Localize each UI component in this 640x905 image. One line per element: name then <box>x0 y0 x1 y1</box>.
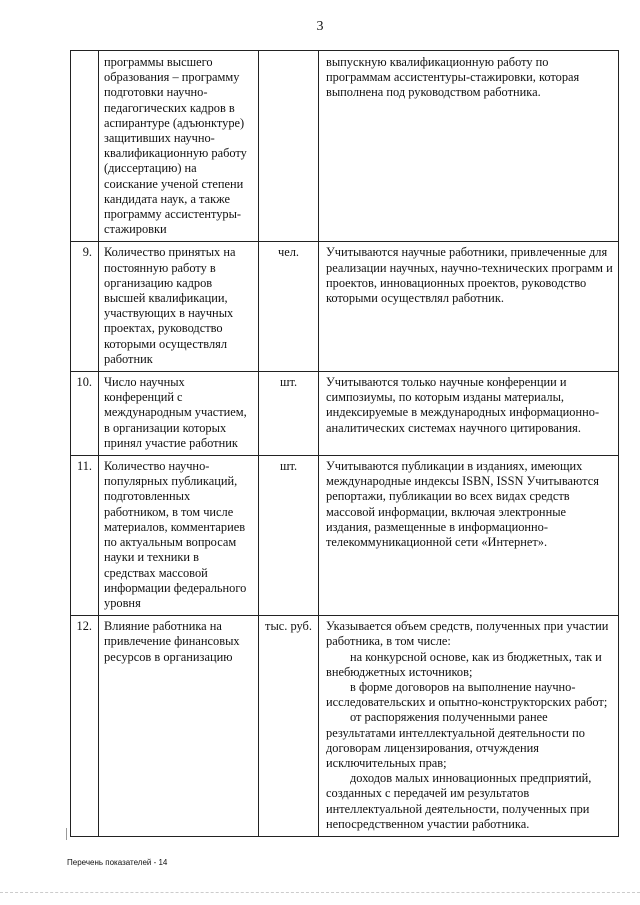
table-row <box>71 242 619 372</box>
row-number: 11. <box>71 456 99 616</box>
note-paragraph: Учитываются только научные конференции и симпозиумы, по которым изданы материалы, индексируемые в международных информационно-аналитических системах научного цитирования. <box>326 375 600 435</box>
note-paragraph: на конкурсной основе, как из бюджетных, так и внебюджетных источников; <box>326 649 602 679</box>
unit-cell: тыс. руб. <box>259 616 319 837</box>
note-paragraph: доходов малых инновационных предприятий, созданных с передачей им результатов интеллектуальной деятельности, полученных при непосредственном участии работника. <box>326 771 592 831</box>
table-row <box>71 372 619 456</box>
unit-cell: чел. <box>259 242 319 372</box>
note-paragraph: выпускную квалификационную работу по программам ассистентуры-стажировки, которая выполнена под руководством работника. <box>326 55 580 100</box>
table-row <box>71 456 619 616</box>
unit-cell: шт. <box>259 456 319 616</box>
note-paragraph: Указывается объем средств, полученных при участии работника, в том числе: <box>326 619 609 649</box>
footer-label: Перечень показателей - 14 <box>67 858 168 867</box>
row-number: 12. <box>71 616 99 837</box>
page-number: 3 <box>316 19 324 34</box>
note-paragraph: Учитываются научные работники, привлеченные для реализации научных, научно-технических программ и проектов, инновационных проектов, руководство которыми осуществлял работник. <box>326 245 613 306</box>
indicator-cell: программы высшего образования – программу подготовки научно-педагогических кадров в аспирантуре (адъюнктуре) защитивших научно-квалификационную работу (диссертацию) на соискание ученой степени кандидата наук, а также программу ассистентуры-стажировки <box>99 51 259 242</box>
indicator-cell: Число научных конференций с международным участием, в организации которых принял участие работник <box>99 372 259 456</box>
note-cell <box>319 616 619 837</box>
scan-edge-divider <box>0 892 640 894</box>
unit-cell <box>259 51 319 242</box>
indicators-table <box>70 50 619 837</box>
note-paragraph: от распоряжения полученными ранее результатами интеллектуальной деятельности по договорам лицензирования, отчуждения исключительных прав; <box>326 710 585 770</box>
unit-cell: шт. <box>259 372 319 456</box>
row-number: 9. <box>71 242 99 372</box>
table-row <box>71 616 619 837</box>
note-cell <box>319 456 619 616</box>
scan-mark <box>66 828 69 840</box>
indicator-cell: Количество принятых на постоянную работу в организацию кадров высшей квалификации, участвующих в научных проектах, руководство которыми осуществлял работник <box>99 242 259 372</box>
note-cell <box>319 372 619 456</box>
note-cell <box>319 242 619 372</box>
note-cell <box>319 51 619 242</box>
table-row <box>71 51 619 242</box>
indicator-cell: Влияние работника на привлечение финансовых ресурсов в организацию <box>99 616 259 837</box>
note-paragraph: Учитываются публикации в изданиях, имеющих международные индексы ISBN, ISSN Учитываются репортажи, публикации во всех видах средств массовой информации, включая электронные издания, размещенные в информационно-телекоммуникационной сети «Интернет». <box>326 459 599 550</box>
indicator-cell: Количество научно-популярных публикаций, подготовленных работником, в том числе материалов, комментариев по актуальным вопросам науки и техники в средствах массовой информации федерального уровня <box>99 456 259 616</box>
row-number <box>71 51 99 242</box>
row-number: 10. <box>71 372 99 456</box>
note-paragraph: в форме договоров на выполнение научно-исследовательских и опытно-конструкторских работ; <box>326 679 608 710</box>
